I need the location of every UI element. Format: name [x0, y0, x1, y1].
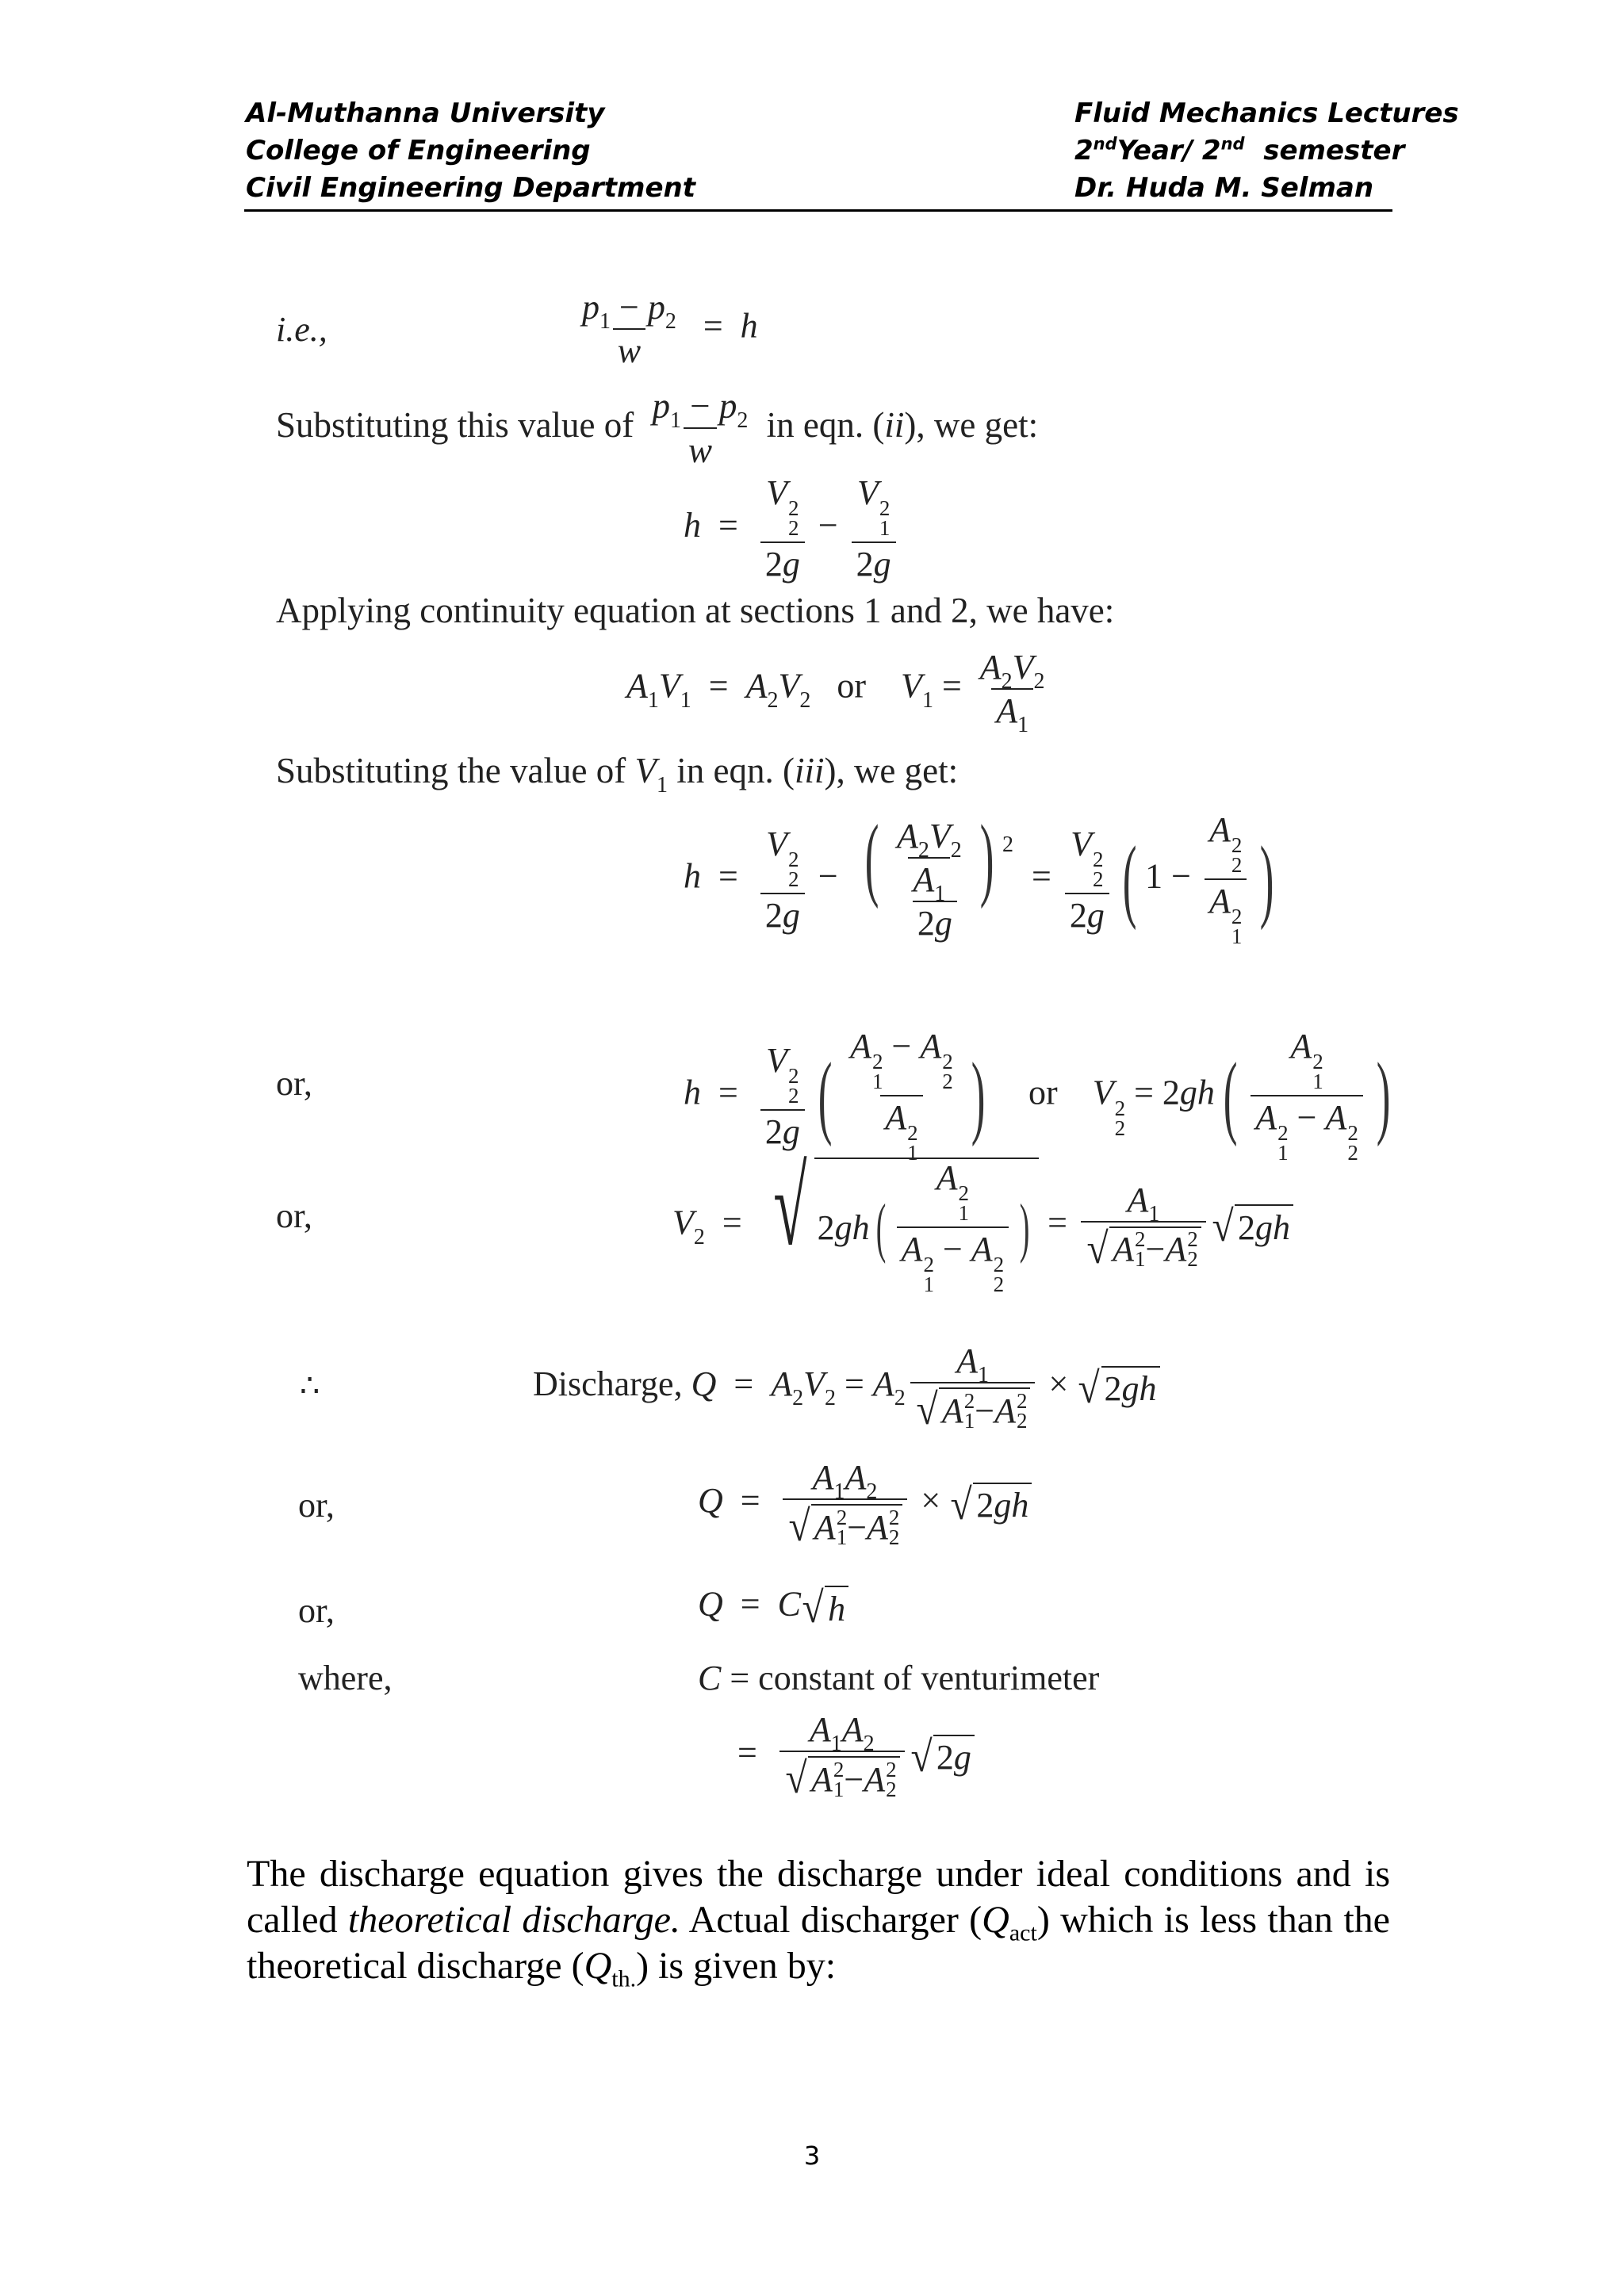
equation-v2: $V_2$ = √ 2 gh ( A 2 1 A 2 1 − A 2 2 ) = $A_1$ √ A 2 1 − A 2 2 √ 2 gh	[672, 1158, 1293, 1295]
or-label-3: or,	[298, 1486, 335, 1525]
substitution-sentence: Substituting this value of $\frac{p_1 - p_2}{w}$ in eqn. (ii), we get:	[276, 386, 1039, 470]
or-label-2: or,	[276, 1196, 312, 1235]
or-label-1: or,	[276, 1064, 312, 1103]
header-institution	[246, 95, 695, 207]
equation-continuity: $A_1V_1 = A_2V_2$ or $V_1$ = $\frac{A_2V_2}{A_1}$	[626, 648, 1045, 737]
equation-v2-squared: h = V 2 2 2g ( A 2 1 − A 2 2 A 2 1 ) or V 2 2 = 2gh( A 2 1 A 2 1 − A 2 2 )	[684, 1027, 1391, 1165]
department-name: Civil Engineering Department	[246, 172, 695, 204]
body-paragraph: The discharge equation gives the discharge under ideal conditions and is called theoretical discharge. Actual discharger $(Q_{act})$ which is less than the theoretical discharge $(Q_{th.})$ is given by:	[247, 1853, 1390, 1992]
where-label: where,	[298, 1659, 393, 1697]
therefore-symbol: ∴	[300, 1368, 320, 1404]
continuity-sentence: Applying continuity equation at sections 1 and 2, we have:	[276, 591, 1115, 630]
header-course	[1074, 95, 1459, 207]
header-rule	[244, 209, 1392, 212]
university-name: Al-Muthanna University	[246, 98, 605, 129]
lecturer-name: Dr. Huda M. Selman	[1074, 172, 1374, 204]
year-semester: 2ndYear/ 2nd semester	[1074, 134, 1405, 166]
constant-definition: C = constant of venturimeter	[698, 1659, 1100, 1697]
equation-discharge: Discharge, $Q = A_2V_2 = A_2$ $A_1$ √ A 2 1 − A 2 2 × √ 2 gh	[533, 1344, 1160, 1431]
equation-discharge-constant: Q = C √ h	[698, 1586, 848, 1629]
substitution-v1-sentence: Substituting the value of $V_1$ in eqn. (iii), we get:	[276, 751, 959, 798]
equation-h-substituted: h = V 2 2 2g − ( $\frac{A_2V_2}{A_1}$ ) $^2$ 2g = V 2 2 2g ( 1 − A 2 2 A 2 1 )	[684, 805, 1274, 948]
equation-h-velocity: h = V 2 2 2g − V 2 1 2g	[684, 476, 901, 582]
equation-pressure-head: $\frac{p_1 - p_2}{w}$ = h	[582, 288, 758, 370]
equation-constant-value: = $A_1A_2$ √ A 2 1 − A 2 2 √ 2 g	[737, 1712, 975, 1800]
course-title: Fluid Mechanics Lectures	[1074, 98, 1459, 129]
or-label-4: or,	[298, 1591, 335, 1630]
college-name: College of Engineering	[246, 135, 591, 166]
ie-label: i.e.,	[276, 310, 327, 349]
equation-discharge-simplified: Q = $A_1A_2$ √ A 2 1 − A 2 2 × √ 2 gh	[698, 1460, 1032, 1548]
page-number: 3	[803, 2141, 821, 2171]
